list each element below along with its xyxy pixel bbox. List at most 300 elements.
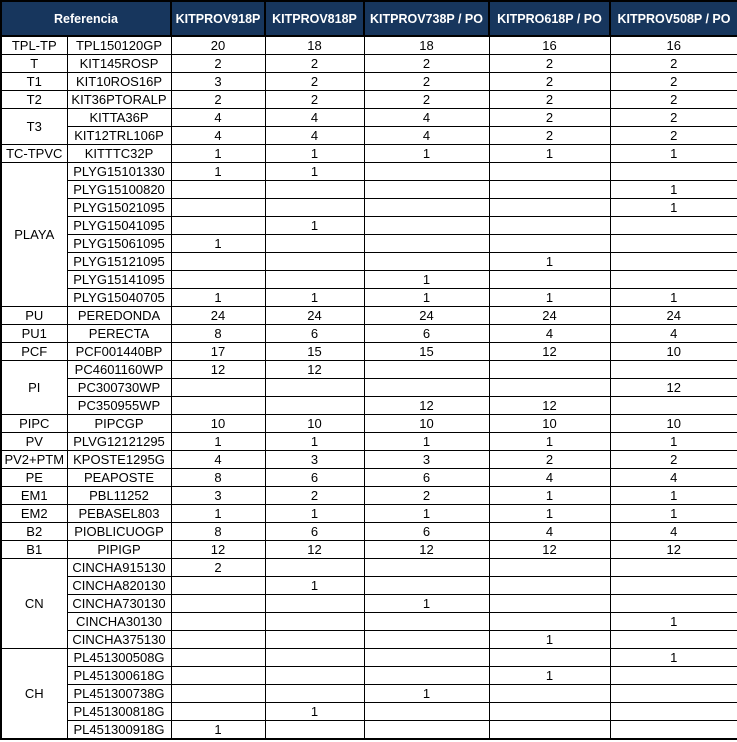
value-cell: 2: [489, 73, 610, 91]
reference-cell: PL451300508G: [67, 649, 171, 667]
value-cell: 16: [489, 36, 610, 55]
value-cell: 2: [610, 451, 737, 469]
header-col-kitprov918p: KITPROV918P: [171, 1, 265, 36]
value-cell: [171, 631, 265, 649]
value-cell: [171, 199, 265, 217]
value-cell: 12: [610, 541, 737, 559]
value-cell: 18: [364, 36, 489, 55]
value-cell: [364, 379, 489, 397]
reference-cell: PLYG15121095: [67, 253, 171, 271]
value-cell: 1: [171, 163, 265, 181]
value-cell: 2: [364, 55, 489, 73]
table-row: [1, 523, 737, 541]
table-row: [1, 397, 737, 415]
table-row: [1, 613, 737, 631]
value-cell: 2: [489, 451, 610, 469]
reference-cell: PC300730WP: [67, 379, 171, 397]
value-cell: 6: [364, 325, 489, 343]
value-cell: 2: [610, 109, 737, 127]
reference-cell: PLYG15021095: [67, 199, 171, 217]
table-row: [1, 217, 737, 235]
value-cell: 1: [364, 595, 489, 613]
reference-cell: KPOSTE1295G: [67, 451, 171, 469]
value-cell: [364, 703, 489, 721]
value-cell: 10: [171, 415, 265, 433]
value-cell: [364, 199, 489, 217]
table-row: [1, 649, 737, 667]
value-cell: [265, 181, 364, 199]
value-cell: [489, 577, 610, 595]
value-cell: [364, 235, 489, 253]
value-cell: [265, 235, 364, 253]
value-cell: 2: [489, 55, 610, 73]
value-cell: [265, 649, 364, 667]
value-cell: [489, 613, 610, 631]
value-cell: [610, 253, 737, 271]
value-cell: [489, 235, 610, 253]
value-cell: [171, 613, 265, 631]
value-cell: 6: [265, 469, 364, 487]
table-row: [1, 73, 737, 91]
table-row: [1, 541, 737, 559]
value-cell: 4: [610, 325, 737, 343]
header-row: [1, 1, 737, 36]
value-cell: [265, 379, 364, 397]
value-cell: [489, 649, 610, 667]
value-cell: [489, 721, 610, 740]
value-cell: 10: [610, 415, 737, 433]
value-cell: 12: [364, 397, 489, 415]
value-cell: 3: [364, 451, 489, 469]
value-cell: 1: [610, 145, 737, 163]
value-cell: [610, 163, 737, 181]
reference-cell: CINCHA375130: [67, 631, 171, 649]
category-cell: TPL-TP: [1, 36, 67, 55]
value-cell: 10: [364, 415, 489, 433]
table-row: [1, 577, 737, 595]
value-cell: [265, 595, 364, 613]
value-cell: 1: [265, 505, 364, 523]
value-cell: [489, 217, 610, 235]
category-cell: T1: [1, 73, 67, 91]
table-row: [1, 271, 737, 289]
category-cell: PCF: [1, 343, 67, 361]
category-cell: PLAYA: [1, 163, 67, 307]
reference-cell: PEAPOSTE: [67, 469, 171, 487]
table-row: [1, 595, 737, 613]
value-cell: 2: [610, 73, 737, 91]
value-cell: 4: [265, 109, 364, 127]
reference-cell: PERECTA: [67, 325, 171, 343]
value-cell: 15: [265, 343, 364, 361]
value-cell: 20: [171, 36, 265, 55]
value-cell: 4: [364, 127, 489, 145]
reference-cell: CINCHA915130: [67, 559, 171, 577]
value-cell: 12: [364, 541, 489, 559]
value-cell: 1: [265, 703, 364, 721]
value-cell: 1: [489, 433, 610, 451]
value-cell: 2: [265, 55, 364, 73]
category-cell: EM2: [1, 505, 67, 523]
value-cell: [610, 271, 737, 289]
reference-cell: CINCHA30130: [67, 613, 171, 631]
value-cell: [171, 217, 265, 235]
value-cell: [610, 577, 737, 595]
value-cell: 1: [610, 289, 737, 307]
value-cell: 10: [265, 415, 364, 433]
reference-cell: KIT12TRL106P: [67, 127, 171, 145]
header-col-kitprov818p: KITPROV818P: [265, 1, 364, 36]
table-row: [1, 361, 737, 379]
reference-cell: CINCHA730130: [67, 595, 171, 613]
value-cell: 17: [171, 343, 265, 361]
value-cell: [489, 361, 610, 379]
value-cell: [171, 703, 265, 721]
value-cell: 12: [610, 379, 737, 397]
value-cell: [489, 703, 610, 721]
value-cell: [610, 217, 737, 235]
value-cell: [171, 271, 265, 289]
value-cell: [364, 577, 489, 595]
category-cell: PU1: [1, 325, 67, 343]
value-cell: 4: [265, 127, 364, 145]
value-cell: 4: [171, 127, 265, 145]
table-row: [1, 415, 737, 433]
value-cell: 4: [171, 451, 265, 469]
value-cell: [171, 379, 265, 397]
reference-cell: PLYG15041095: [67, 217, 171, 235]
table-row: [1, 505, 737, 523]
value-cell: 18: [265, 36, 364, 55]
value-cell: 2: [171, 559, 265, 577]
reference-cell: PL451300738G: [67, 685, 171, 703]
value-cell: [489, 163, 610, 181]
value-cell: 1: [610, 181, 737, 199]
table-row: [1, 469, 737, 487]
value-cell: 24: [489, 307, 610, 325]
category-cell: PV2+PTM: [1, 451, 67, 469]
reference-cell: KITTA36P: [67, 109, 171, 127]
value-cell: 24: [171, 307, 265, 325]
value-cell: [265, 271, 364, 289]
reference-cell: PLYG15061095: [67, 235, 171, 253]
table-row: [1, 307, 737, 325]
table-row: [1, 451, 737, 469]
value-cell: 1: [610, 649, 737, 667]
table-row: [1, 379, 737, 397]
table-row: [1, 91, 737, 109]
reference-cell: PC4601160WP: [67, 361, 171, 379]
value-cell: 1: [364, 433, 489, 451]
value-cell: [265, 199, 364, 217]
value-cell: [265, 613, 364, 631]
value-cell: [489, 379, 610, 397]
reference-cell: PCF001440BP: [67, 343, 171, 361]
value-cell: [265, 667, 364, 685]
value-cell: 2: [489, 91, 610, 109]
value-cell: 16: [610, 36, 737, 55]
category-cell: PI: [1, 361, 67, 415]
category-cell: T: [1, 55, 67, 73]
value-cell: 1: [364, 145, 489, 163]
table-row: [1, 253, 737, 271]
value-cell: [610, 703, 737, 721]
table-body: [1, 36, 737, 739]
table-row: [1, 685, 737, 703]
value-cell: 2: [265, 91, 364, 109]
table-row: [1, 325, 737, 343]
value-cell: 1: [265, 289, 364, 307]
value-cell: 12: [171, 541, 265, 559]
value-cell: 1: [610, 487, 737, 505]
value-cell: [489, 559, 610, 577]
reference-cell: PLYG15100820: [67, 181, 171, 199]
category-cell: PV: [1, 433, 67, 451]
reference-cell: PIOBLICUOGP: [67, 523, 171, 541]
table-row: [1, 199, 737, 217]
table-row: [1, 109, 737, 127]
value-cell: 1: [265, 145, 364, 163]
value-cell: 4: [489, 523, 610, 541]
category-cell: B1: [1, 541, 67, 559]
value-cell: [171, 577, 265, 595]
value-cell: 10: [610, 343, 737, 361]
value-cell: [610, 631, 737, 649]
value-cell: [171, 685, 265, 703]
value-cell: 1: [265, 217, 364, 235]
value-cell: 12: [265, 541, 364, 559]
category-cell: T3: [1, 109, 67, 145]
reference-cell: TPL150120GP: [67, 36, 171, 55]
value-cell: [265, 397, 364, 415]
value-cell: [265, 721, 364, 740]
value-cell: 12: [265, 361, 364, 379]
value-cell: 1: [171, 505, 265, 523]
value-cell: [364, 631, 489, 649]
value-cell: 1: [364, 505, 489, 523]
value-cell: [364, 181, 489, 199]
value-cell: [265, 253, 364, 271]
reference-cell: PL451300918G: [67, 721, 171, 740]
value-cell: [610, 361, 737, 379]
reference-cell: KIT10ROS16P: [67, 73, 171, 91]
value-cell: 8: [171, 325, 265, 343]
value-cell: 3: [171, 73, 265, 91]
value-cell: [364, 253, 489, 271]
value-cell: 1: [171, 289, 265, 307]
header-col-kitpro618p-po: KITPRO618P / PO: [489, 1, 610, 36]
reference-cell: PBL11252: [67, 487, 171, 505]
table-row: [1, 145, 737, 163]
table-row: [1, 181, 737, 199]
value-cell: 1: [489, 667, 610, 685]
value-cell: 2: [265, 487, 364, 505]
table-row: [1, 703, 737, 721]
value-cell: 2: [610, 127, 737, 145]
reference-cell: PC350955WP: [67, 397, 171, 415]
value-cell: [265, 631, 364, 649]
value-cell: [610, 721, 737, 740]
value-cell: [171, 397, 265, 415]
value-cell: 6: [265, 325, 364, 343]
value-cell: 1: [489, 631, 610, 649]
value-cell: 2: [610, 55, 737, 73]
category-cell: CH: [1, 649, 67, 740]
category-cell: PIPC: [1, 415, 67, 433]
header-col-kitprov738p-po: KITPROV738P / PO: [364, 1, 489, 36]
table-row: [1, 289, 737, 307]
value-cell: 2: [171, 55, 265, 73]
value-cell: [364, 721, 489, 740]
value-cell: 24: [610, 307, 737, 325]
value-cell: 1: [265, 433, 364, 451]
value-cell: [489, 595, 610, 613]
reference-cell: PLYG15141095: [67, 271, 171, 289]
value-cell: 2: [171, 91, 265, 109]
value-cell: 12: [489, 397, 610, 415]
value-cell: [171, 649, 265, 667]
value-cell: 4: [171, 109, 265, 127]
value-cell: 6: [364, 469, 489, 487]
value-cell: 4: [489, 469, 610, 487]
value-cell: 15: [364, 343, 489, 361]
value-cell: 1: [489, 145, 610, 163]
value-cell: 2: [489, 109, 610, 127]
value-cell: [364, 649, 489, 667]
value-cell: 1: [364, 289, 489, 307]
value-cell: 1: [265, 577, 364, 595]
reference-cell: CINCHA820130: [67, 577, 171, 595]
reference-cell: KITTTC32P: [67, 145, 171, 163]
value-cell: 24: [265, 307, 364, 325]
reference-cell: PIPIGP: [67, 541, 171, 559]
value-cell: 1: [364, 685, 489, 703]
table-row: [1, 343, 737, 361]
value-cell: [610, 667, 737, 685]
value-cell: 2: [489, 127, 610, 145]
value-cell: [489, 181, 610, 199]
value-cell: 1: [171, 145, 265, 163]
value-cell: [265, 559, 364, 577]
value-cell: 1: [610, 199, 737, 217]
value-cell: [364, 559, 489, 577]
category-cell: B2: [1, 523, 67, 541]
reference-cell: PEBASEL803: [67, 505, 171, 523]
value-cell: 1: [171, 235, 265, 253]
value-cell: 1: [610, 433, 737, 451]
value-cell: 2: [364, 487, 489, 505]
value-cell: [489, 199, 610, 217]
value-cell: [364, 613, 489, 631]
value-cell: 4: [610, 469, 737, 487]
category-cell: PU: [1, 307, 67, 325]
value-cell: 1: [489, 289, 610, 307]
value-cell: [171, 595, 265, 613]
value-cell: [171, 181, 265, 199]
reference-cell: PLYG15040705: [67, 289, 171, 307]
value-cell: [489, 271, 610, 289]
value-cell: 4: [489, 325, 610, 343]
value-cell: [489, 685, 610, 703]
value-cell: 12: [489, 541, 610, 559]
value-cell: 6: [364, 523, 489, 541]
value-cell: [610, 559, 737, 577]
value-cell: [364, 217, 489, 235]
reference-cell: PL451300818G: [67, 703, 171, 721]
reference-cell: PEREDONDA: [67, 307, 171, 325]
value-cell: 12: [171, 361, 265, 379]
value-cell: [610, 595, 737, 613]
category-cell: TC-TPVC: [1, 145, 67, 163]
reference-cell: KIT36PTORALP: [67, 91, 171, 109]
table-row: [1, 127, 737, 145]
value-cell: 1: [610, 613, 737, 631]
category-cell: EM1: [1, 487, 67, 505]
value-cell: [610, 397, 737, 415]
value-cell: 2: [265, 73, 364, 91]
reference-cell: PL451300618G: [67, 667, 171, 685]
value-cell: [610, 235, 737, 253]
table-row: [1, 559, 737, 577]
value-cell: [265, 685, 364, 703]
value-cell: 1: [489, 487, 610, 505]
value-cell: 1: [265, 163, 364, 181]
value-cell: 1: [171, 721, 265, 740]
value-cell: [364, 163, 489, 181]
table-row: [1, 163, 737, 181]
value-cell: [364, 361, 489, 379]
reference-cell: PLVG12121295: [67, 433, 171, 451]
header-referencia: Referencia: [1, 1, 171, 36]
category-cell: T2: [1, 91, 67, 109]
value-cell: 1: [489, 505, 610, 523]
table-row: [1, 631, 737, 649]
reference-cell: PLYG15101330: [67, 163, 171, 181]
table-row: [1, 667, 737, 685]
category-cell: PE: [1, 469, 67, 487]
value-cell: 2: [610, 91, 737, 109]
value-cell: [171, 253, 265, 271]
table-row: [1, 235, 737, 253]
value-cell: 1: [489, 253, 610, 271]
value-cell: 1: [610, 505, 737, 523]
reference-cell: KIT145ROSP: [67, 55, 171, 73]
value-cell: 24: [364, 307, 489, 325]
value-cell: 4: [610, 523, 737, 541]
value-cell: 6: [265, 523, 364, 541]
category-cell: CN: [1, 559, 67, 649]
header-col-kitprov508p-po: KITPROV508P / PO: [610, 1, 737, 36]
table-row: [1, 487, 737, 505]
value-cell: [171, 667, 265, 685]
value-cell: 1: [171, 433, 265, 451]
value-cell: [610, 685, 737, 703]
value-cell: 1: [364, 271, 489, 289]
value-cell: [364, 667, 489, 685]
value-cell: 2: [364, 73, 489, 91]
table-row: [1, 721, 737, 740]
value-cell: 2: [364, 91, 489, 109]
reference-cell: PIPCGP: [67, 415, 171, 433]
value-cell: 8: [171, 469, 265, 487]
value-cell: 3: [265, 451, 364, 469]
value-cell: 4: [364, 109, 489, 127]
table-row: [1, 36, 737, 55]
value-cell: 3: [171, 487, 265, 505]
table-row: [1, 55, 737, 73]
table-row: [1, 433, 737, 451]
value-cell: 8: [171, 523, 265, 541]
